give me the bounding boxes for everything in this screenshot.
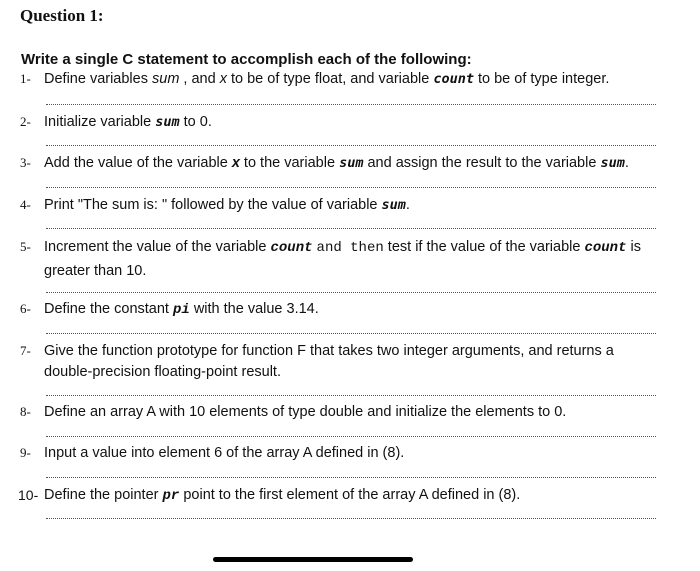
item-text: Define the constant pi with the value 3.14. <box>44 301 319 318</box>
item-number: 5- <box>20 239 31 254</box>
item-text: Add the value of the variable x to the variable sum and assign the result to the variable sum. <box>44 155 629 171</box>
answer-line[interactable] <box>46 395 656 396</box>
answer-line[interactable] <box>46 477 656 478</box>
item-text: Define the pointer pr point to the first element of the array A defined in (8). <box>44 487 521 504</box>
item-number: 6- <box>20 301 31 316</box>
item-text: Define an array A with 10 elements of type double and initialize the elements to 0. <box>44 404 567 420</box>
answer-line[interactable] <box>46 187 656 188</box>
answer-line[interactable] <box>46 518 656 519</box>
home-indicator[interactable] <box>213 557 413 562</box>
answer-line[interactable] <box>46 228 656 229</box>
item-text: Input a value into element 6 of the array A defined in (8). <box>44 445 405 461</box>
item-number: 8- <box>20 404 31 419</box>
answer-line[interactable] <box>46 436 656 437</box>
item-text: Print "The sum is: " followed by the value of variable sum. <box>44 197 410 213</box>
item-number: 2- <box>20 114 31 129</box>
item-number: 10- <box>18 487 39 503</box>
item-number: 7- <box>20 343 31 358</box>
instructions: Write a single C statement to accomplish each of the following: <box>21 51 472 68</box>
item-number: 4- <box>20 197 31 212</box>
answer-line[interactable] <box>46 145 656 146</box>
answer-line[interactable] <box>46 104 656 105</box>
item-text: Increment the value of the variable count and then test if the value of the variable count is greater than 10. <box>44 239 641 279</box>
item-text: Give the function prototype for function F that takes two integer arguments, and returns a double-precision floating-point result. <box>44 343 614 380</box>
item-number: 3- <box>20 155 31 170</box>
question-heading: Question 1: <box>20 6 104 25</box>
item-text: Initialize variable sum to 0. <box>44 114 212 130</box>
answer-line[interactable] <box>46 333 656 334</box>
answer-line[interactable] <box>46 292 656 293</box>
item-number: 9- <box>20 445 31 460</box>
item-number: 1- <box>20 71 31 86</box>
item-text: Define variables sum , and x to be of type float, and variable count to be of type integer. <box>44 71 610 87</box>
